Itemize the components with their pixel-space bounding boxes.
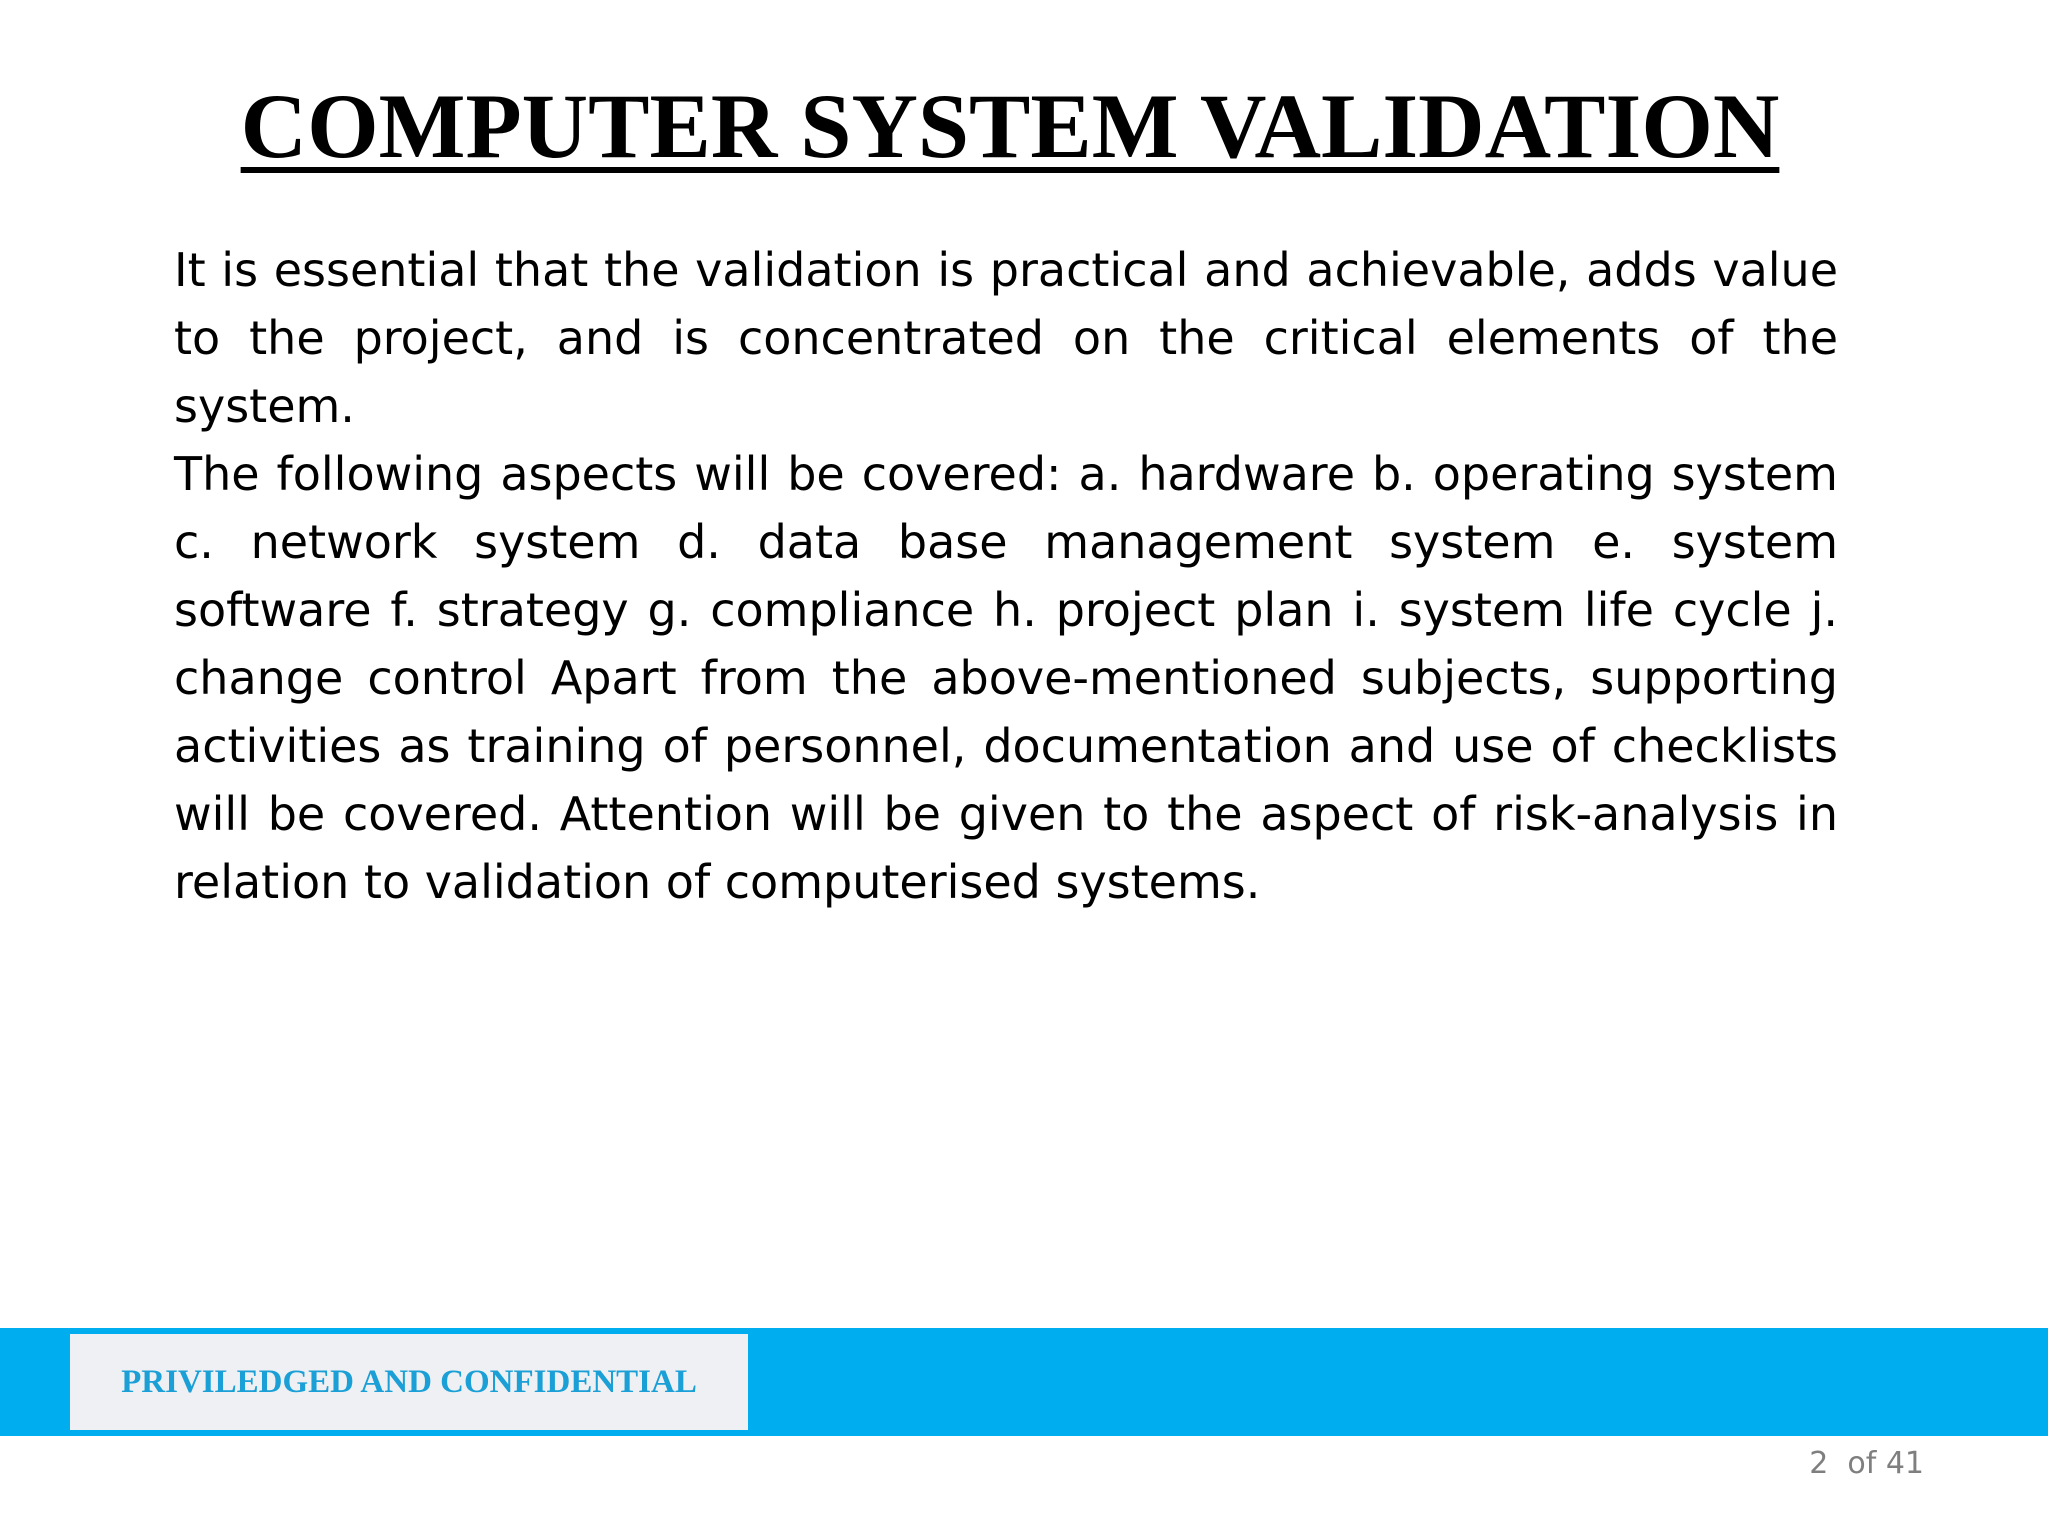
slide-title-text: COMPUTER SYSTEM VALIDATION [240, 75, 1780, 177]
slide-title [0, 76, 2020, 176]
slide-body [174, 236, 1838, 916]
body-paragraph-2: The following aspects will be covered: a. hardware b. operating system c. network system d. data base management system e. system software f. strategy g. compliance h. project plan i. system life cycle j. change control Apart from the above-mentioned subjects, supporting activities as training of personnel, documentation and use of checklists will be covered. Attention will be given to the aspect of risk-analysis in relation to validation of computerised systems. [174, 447, 1838, 909]
body-paragraph-1: It is essential that the validation is practical and achievable, adds value to the project, and is concentrated on the critical elements of the system. [174, 243, 1838, 433]
confidential-label: PRIVILEDGED AND CONFIDENTIAL [70, 1334, 748, 1430]
page-number: 2 of 41 [1809, 1446, 1924, 1481]
